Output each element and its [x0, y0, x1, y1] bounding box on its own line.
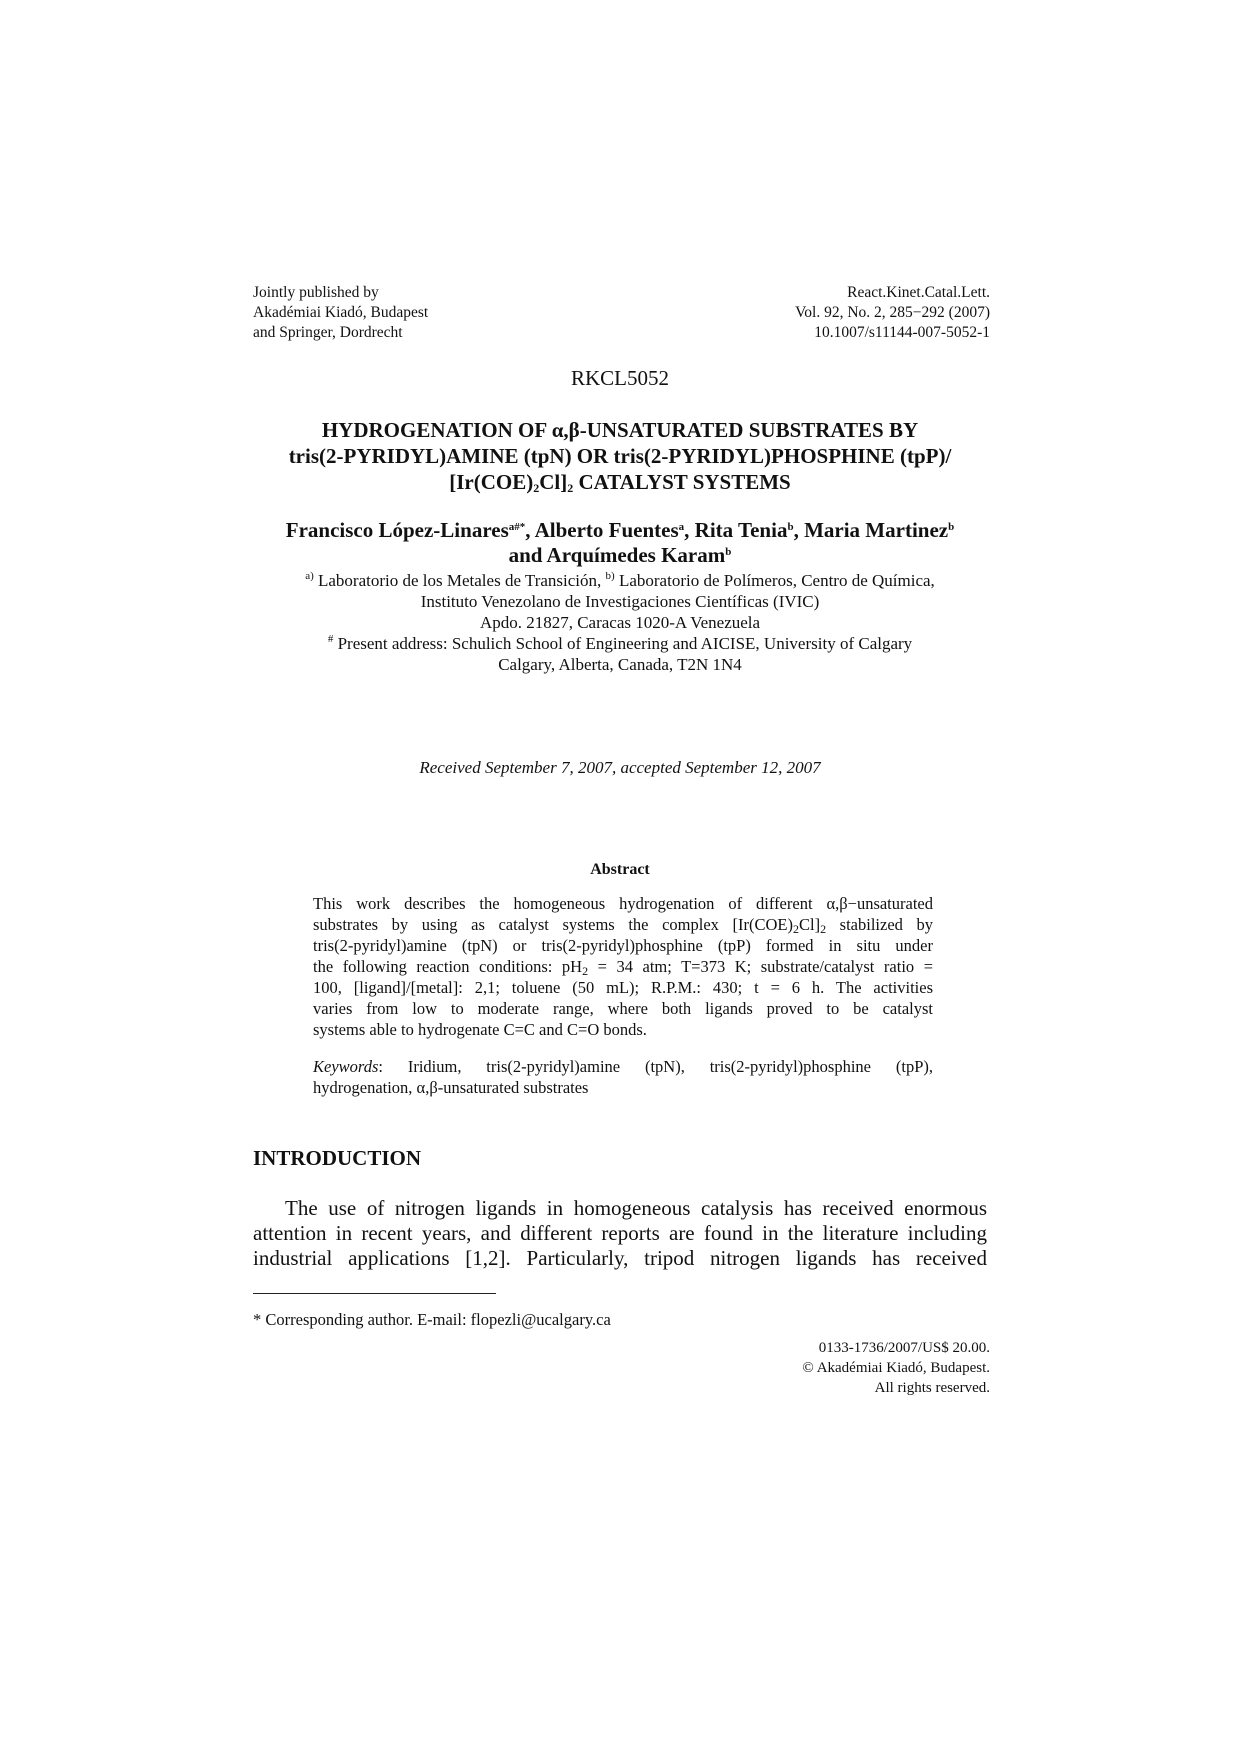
affiliations: $^{a)}$ Laboratorio de los Metales de Transición, $^{b)}$ Laboratorio de Polímeros, Centro de Química, Instituto Venezolano de Investigaciones Científicas (IVIC) Apdo. 21827, Caracas 1020-A Venezuela # Present address: Schulich School of Engineering and AICISE, University of Calgary Calgary, Alberta, Canada, T2N 1N4 [305, 570, 935, 674]
publisher-line: Jointly published by [253, 284, 379, 301]
author-list: Francisco López-Linares$^{a\#*}$, Alberto Fuentes$^a$, Rita Tenia$^b$, Maria Martinez$^b$ and Arquímedes Karam$^b$ [285, 518, 955, 567]
keywords: Keywords: Iridium, tris(2-pyridyl)amine (tpN), tris(2-pyridyl)phosphine (tpP), hydrogenation, α,β-unsaturated substrates [313, 1057, 933, 1097]
rights-statement: All rights reserved. [874, 1380, 990, 1396]
introduction-heading: INTRODUCTION [253, 1146, 422, 1170]
author-name: and Arquímedes Karam [508, 543, 726, 567]
author-name: Maria Martinez [804, 518, 949, 542]
introduction-text: The use of nitrogen ligands in homogeneous catalysis has received enormous attention in recent years, and different reports are found in the literature including industrial applications [1,2]. Particularly, tripod nitrogen ligands has received [253, 1196, 987, 1270]
copyright-holder: © Akadémiai Kiadó, Budapest. [802, 1360, 990, 1376]
author-name: Rita Tenia [694, 518, 788, 542]
footnote-divider [253, 1293, 496, 1294]
author-name: Alberto Fuentes [534, 518, 679, 542]
abstract-text: This work describes the homogeneous hydrogenation of different α,β−unsaturated substrates by using as catalyst systems the complex $[Ir(COE)_2Cl]_2$ stabilized by tris(2-pyridyl)amine (tpN) or tris(2-pyridyl)phosphine (tpP) formed in situ under the following reaction conditions: $pH_2 = 34$ atm; T=373 K; substrate/catalyst ratio = 100, [ligand]/[metal]: 2,1; toluene (50 mL); R.P.M.: 430; t = 6 h. The activities varies from low to moderate range, where both ligands proved to be catalyst systems able to hydrogenate C=C and C=O bonds. [313, 894, 934, 1039]
issn-price: 0133-1736/2007/US$ 20.00. [818, 1340, 990, 1356]
journal-doi: 10.1007/s11144-007-5052-1 [814, 324, 990, 341]
journal-volume: Vol. 92, No. 2, 285−292 (2007) [795, 304, 990, 321]
abstract-heading: Abstract [590, 861, 650, 878]
keywords-label: Keywords [313, 1057, 379, 1076]
received-dates: Received September 7, 2007, accepted September 12, 2007 [419, 758, 821, 777]
journal-reference-block [795, 283, 990, 343]
corresponding-author-footnote: * Corresponding author. E-mail: flopezli@ucalgary.ca [253, 1310, 611, 1329]
publisher-block [253, 283, 428, 343]
author-name: Francisco López-Linares [285, 518, 509, 542]
journal-name: React.Kinet.Catal.Lett. [847, 284, 990, 301]
publisher-line: and Springer, Dordrecht [253, 324, 403, 341]
paper-title: HYDROGENATION OF α,β-UNSATURATED SUBSTRATES BY tris(2-PYRIDYL)AMINE (tpN) OR tris(2-PYRIDYL)PHOSPHINE (tpP)/ $[Ir(COE)_2Cl]_2$ CATALYST SYSTEMS [288, 418, 952, 495]
article-code: RKCL5052 [570, 366, 669, 390]
copyright-block [802, 1338, 990, 1398]
publisher-line: Akadémiai Kiadó, Budapest [253, 304, 429, 321]
